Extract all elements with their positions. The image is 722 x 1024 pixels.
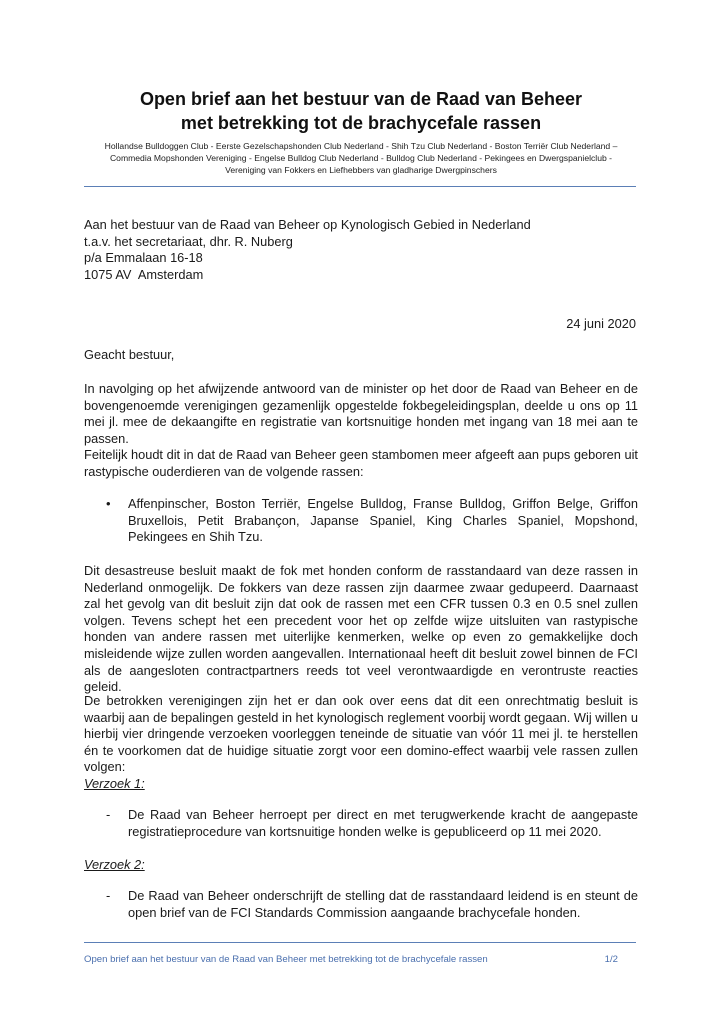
club-list-line1: Hollandse Bulldoggen Club - Eerste Gezelschapshonden Club Nederland - Shih Tzu Club Nederland - Boston Terriër Club Nederland – [104, 141, 618, 151]
request-2-text: De Raad van Beheer onderschrijft de stelling dat de rasstandaard leidend is en steunt de open brief van de FCI Standards Commission aangaande brachycefale honden. [128, 888, 638, 920]
request-1-heading: Verzoek 1: [84, 776, 145, 791]
breed-list-text: Affenpinscher, Boston Terriër, Engelse Bulldog, Franse Bulldog, Griffon Belge, Griffon Bruxellois, Petit Brabançon, Japanse Spaniel, King Charles Spaniel, Mopshond, Pekingees en Shih Tzu. [128, 496, 638, 545]
page-number: 1/2 [604, 954, 618, 965]
request-2-item [106, 888, 638, 921]
paragraph-3: Dit desastreuse besluit maakt de fok met honden conform de rasstandaard van deze rassen in Nederland onmogelijk. De fokkers van deze rassen zijn daarmee zwaar gedupeerd. Daarnaast zal het gevolg van dit besluit zijn dat ook de rassen met een CFR tussen 0.3 en 0.5 snel zullen volgen. Tevens schept het een precedent voor het op zelfde wijze uitsluiten van rastypische honden van andere rassen met uiterlijke kenmerken, welke op even zo gemakkelijke doch misleidende wijze zullen worden aangevallen. Internationaal heeft dit besluit zowel binnen de FCI als de aangesloten contractpartners reeds tot veel verontwaardigde en verontruste reacties geleid. [84, 563, 638, 695]
club-list-line2: Commedia Mopshonden Vereniging - Engelse Bulldog Club Nederland - Bulldog Club Nederland - Pekingees en Dwergspanielclub - [109, 153, 613, 163]
bullet-icon: • [106, 496, 111, 511]
document-title-line2: met betrekking tot de brachycefale rassen [180, 113, 542, 133]
club-list-line3: Vereniging van Fokkers en Liefhebbers van gladharige Dwergpinschers [225, 165, 497, 175]
request-1-text: De Raad van Beheer herroept per direct en met terugwerkende kracht de aangepaste registratieprocedure van kortsnuitige honden welke is gepubliceerd op 11 mei 2020. [128, 807, 638, 839]
paragraph-1: In navolging op het afwijzende antwoord van de minister op het door de Raad van Beheer en de bovengenoemde verenigingen gezamenlijk opgestelde fokbegeleidingsplan, deelde u ons op 11 mei jl. mee de dekaangifte en registratie van kortsnuitige honden met ingang van 18 mei aan te passen. [84, 381, 638, 446]
address-line3: p/a Emmalaan 16-18 [84, 250, 203, 265]
request-1-item [106, 807, 638, 840]
document-title-line1: Open brief aan het bestuur van de Raad van Beheer [139, 89, 583, 109]
paragraph-2: Feitelijk houdt dit in dat de Raad van Beheer geen stambomen meer afgeeft aan pups geboren uit rastypische ouderdieren van de volgende rassen: [84, 447, 638, 479]
breed-list-item [106, 496, 638, 546]
dash-icon: - [106, 888, 111, 903]
letter-date: 24 juni 2020 [566, 316, 636, 331]
footer-title: Open brief aan het bestuur van de Raad van Beheer met betrekking tot de brachycefale rassen [84, 954, 488, 965]
footer-divider [84, 942, 636, 943]
request-2-heading: Verzoek 2: [84, 857, 145, 872]
salutation: Geacht bestuur, [84, 347, 175, 362]
paragraph-4: De betrokken verenigingen zijn het er dan ook over eens dat dit een onrechtmatig besluit is waarbij aan de bepalingen gesteld in het kynologisch reglement voorbij wordt gegaan. Wij willen u hierbij vier dringende verzoeken voorleggen teneinde de situatie van vóór 11 mei jl. te herstellen én te voorkomen dat de huidige situatie zorgt voor een domino-effect waarbij vele rassen zullen volgen: [84, 693, 638, 775]
address-line4: 1075 AV Amsterdam [84, 266, 204, 282]
dash-icon: - [106, 807, 111, 822]
recipient-address [84, 217, 531, 283]
address-line1: Aan het bestuur van de Raad van Beheer op Kynologisch Gebied in Nederland [84, 217, 531, 232]
header-divider [84, 186, 636, 187]
address-line2: t.a.v. het secretariaat, dhr. R. Nuberg [84, 233, 293, 249]
club-list [70, 140, 652, 176]
